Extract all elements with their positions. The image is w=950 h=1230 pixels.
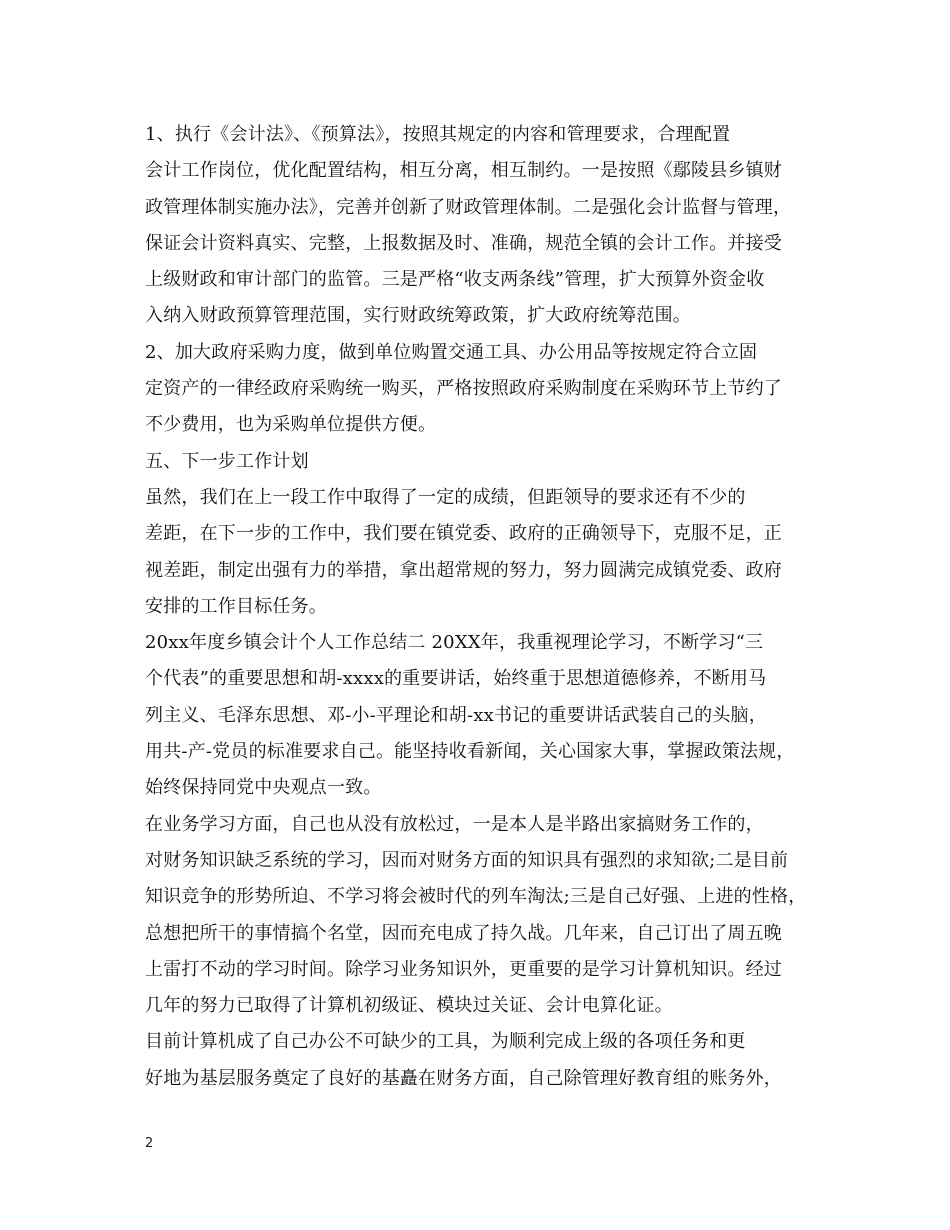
text-line: 视差距，制定出强有力的举措，拿出超常规的努力，努力圆满完成镇党委、政府: [145, 559, 782, 581]
text-line: 入纳入财政预算管理范围，实行财政统筹政策，扩大政府统筹范围。: [145, 305, 691, 327]
text-line: 上级财政和审计部门的监管。三是严格“收支两条线”管理，扩大预算外资金收: [145, 269, 765, 291]
text-line: 始终保持同党中央观点一致。: [145, 777, 382, 799]
text-line: 用共-产-党员的标准要求自己。能坚持收看新闻，关心国家大事，掌握政策法规，: [145, 741, 795, 763]
text-line: 保证会计资料真实、完整，上报数据及时、准确，规范全镇的会计工作。并接受: [145, 232, 782, 254]
text-line: 好地为基层服务奠定了良好的基矗在财务方面，自己除管理好教育组的账务外，: [145, 1067, 782, 1089]
text-line: 目前计算机成了自己办公不可缺少的工具，为顺利完成上级的各项任务和更: [145, 1031, 746, 1053]
text-line: 20xx年度乡镇会计个人工作总结二 20XX年，我重视理论学习，不断学习“三: [145, 632, 764, 654]
text-line: 几年的努力已取得了计算机初级证、模块过关证、会计电算化证。: [145, 995, 673, 1017]
text-line: 政管理体制实施办法》，完善并创新了财政管理体制。二是强化会计监督与管理，: [145, 196, 792, 218]
text-line: 会计工作岗位，优化配置结构，相互分离，相互制约。一是按照《鄢陵县乡镇财: [145, 160, 782, 182]
document-body: [145, 117, 815, 1097]
text-line: 知识竞争的形势所迫、不学习将会被时代的列车淘汰;三是自己好强、上进的性格，: [145, 886, 807, 908]
page-number: 2: [145, 1136, 154, 1151]
text-line: 在业务学习方面，自己也从没有放松过，一是本人是半路出家搞财务工作的，: [145, 813, 764, 835]
text-line: 1、执行《会计法》、《预算法》，按照其规定的内容和管理要求，合理配置: [145, 124, 731, 145]
text-line: 不少费用，也为采购单位提供方便。: [145, 414, 437, 436]
text-line: 差距，在下一步的工作中，我们要在镇党委、政府的正确领导下，克服不足，正: [145, 523, 782, 545]
text-line: 2、加大政府采购力度，做到单位购置交通工具、办公用品等按规定符合立固: [145, 341, 758, 363]
text-line: 上雷打不动的学习时间。除学习业务知识外，更重要的是学习计算机知识。经过: [145, 958, 782, 980]
text-line: 虽然，我们在上一段工作中取得了一定的成绩，但距领导的要求还有不少的: [145, 486, 746, 508]
text-line: 列主义、毛泽东思想、邓-小-平理论和胡-xx书记的重要讲话武装自己的头脑，: [145, 704, 767, 726]
text-line: 定资产的一律经政府采购统一购买，严格按照政府采购制度在采购环节上节约了: [145, 378, 782, 400]
text-line: 安排的工作目标任务。: [145, 595, 327, 617]
section-heading: 五、下一步工作计划: [145, 450, 309, 472]
text-line: 对财务知识缺乏系统的学习，因而对财务方面的知识具有强烈的求知欲;二是目前: [145, 849, 789, 871]
text-line: 总想把所干的事情搞个名堂，因而充电成了持久战。几年来，自己订出了周五晚: [145, 922, 782, 944]
text-line: 个代表”的重要思想和胡-xxxx的重要讲话，始终重于思想道德修养，不断用马: [145, 668, 767, 690]
